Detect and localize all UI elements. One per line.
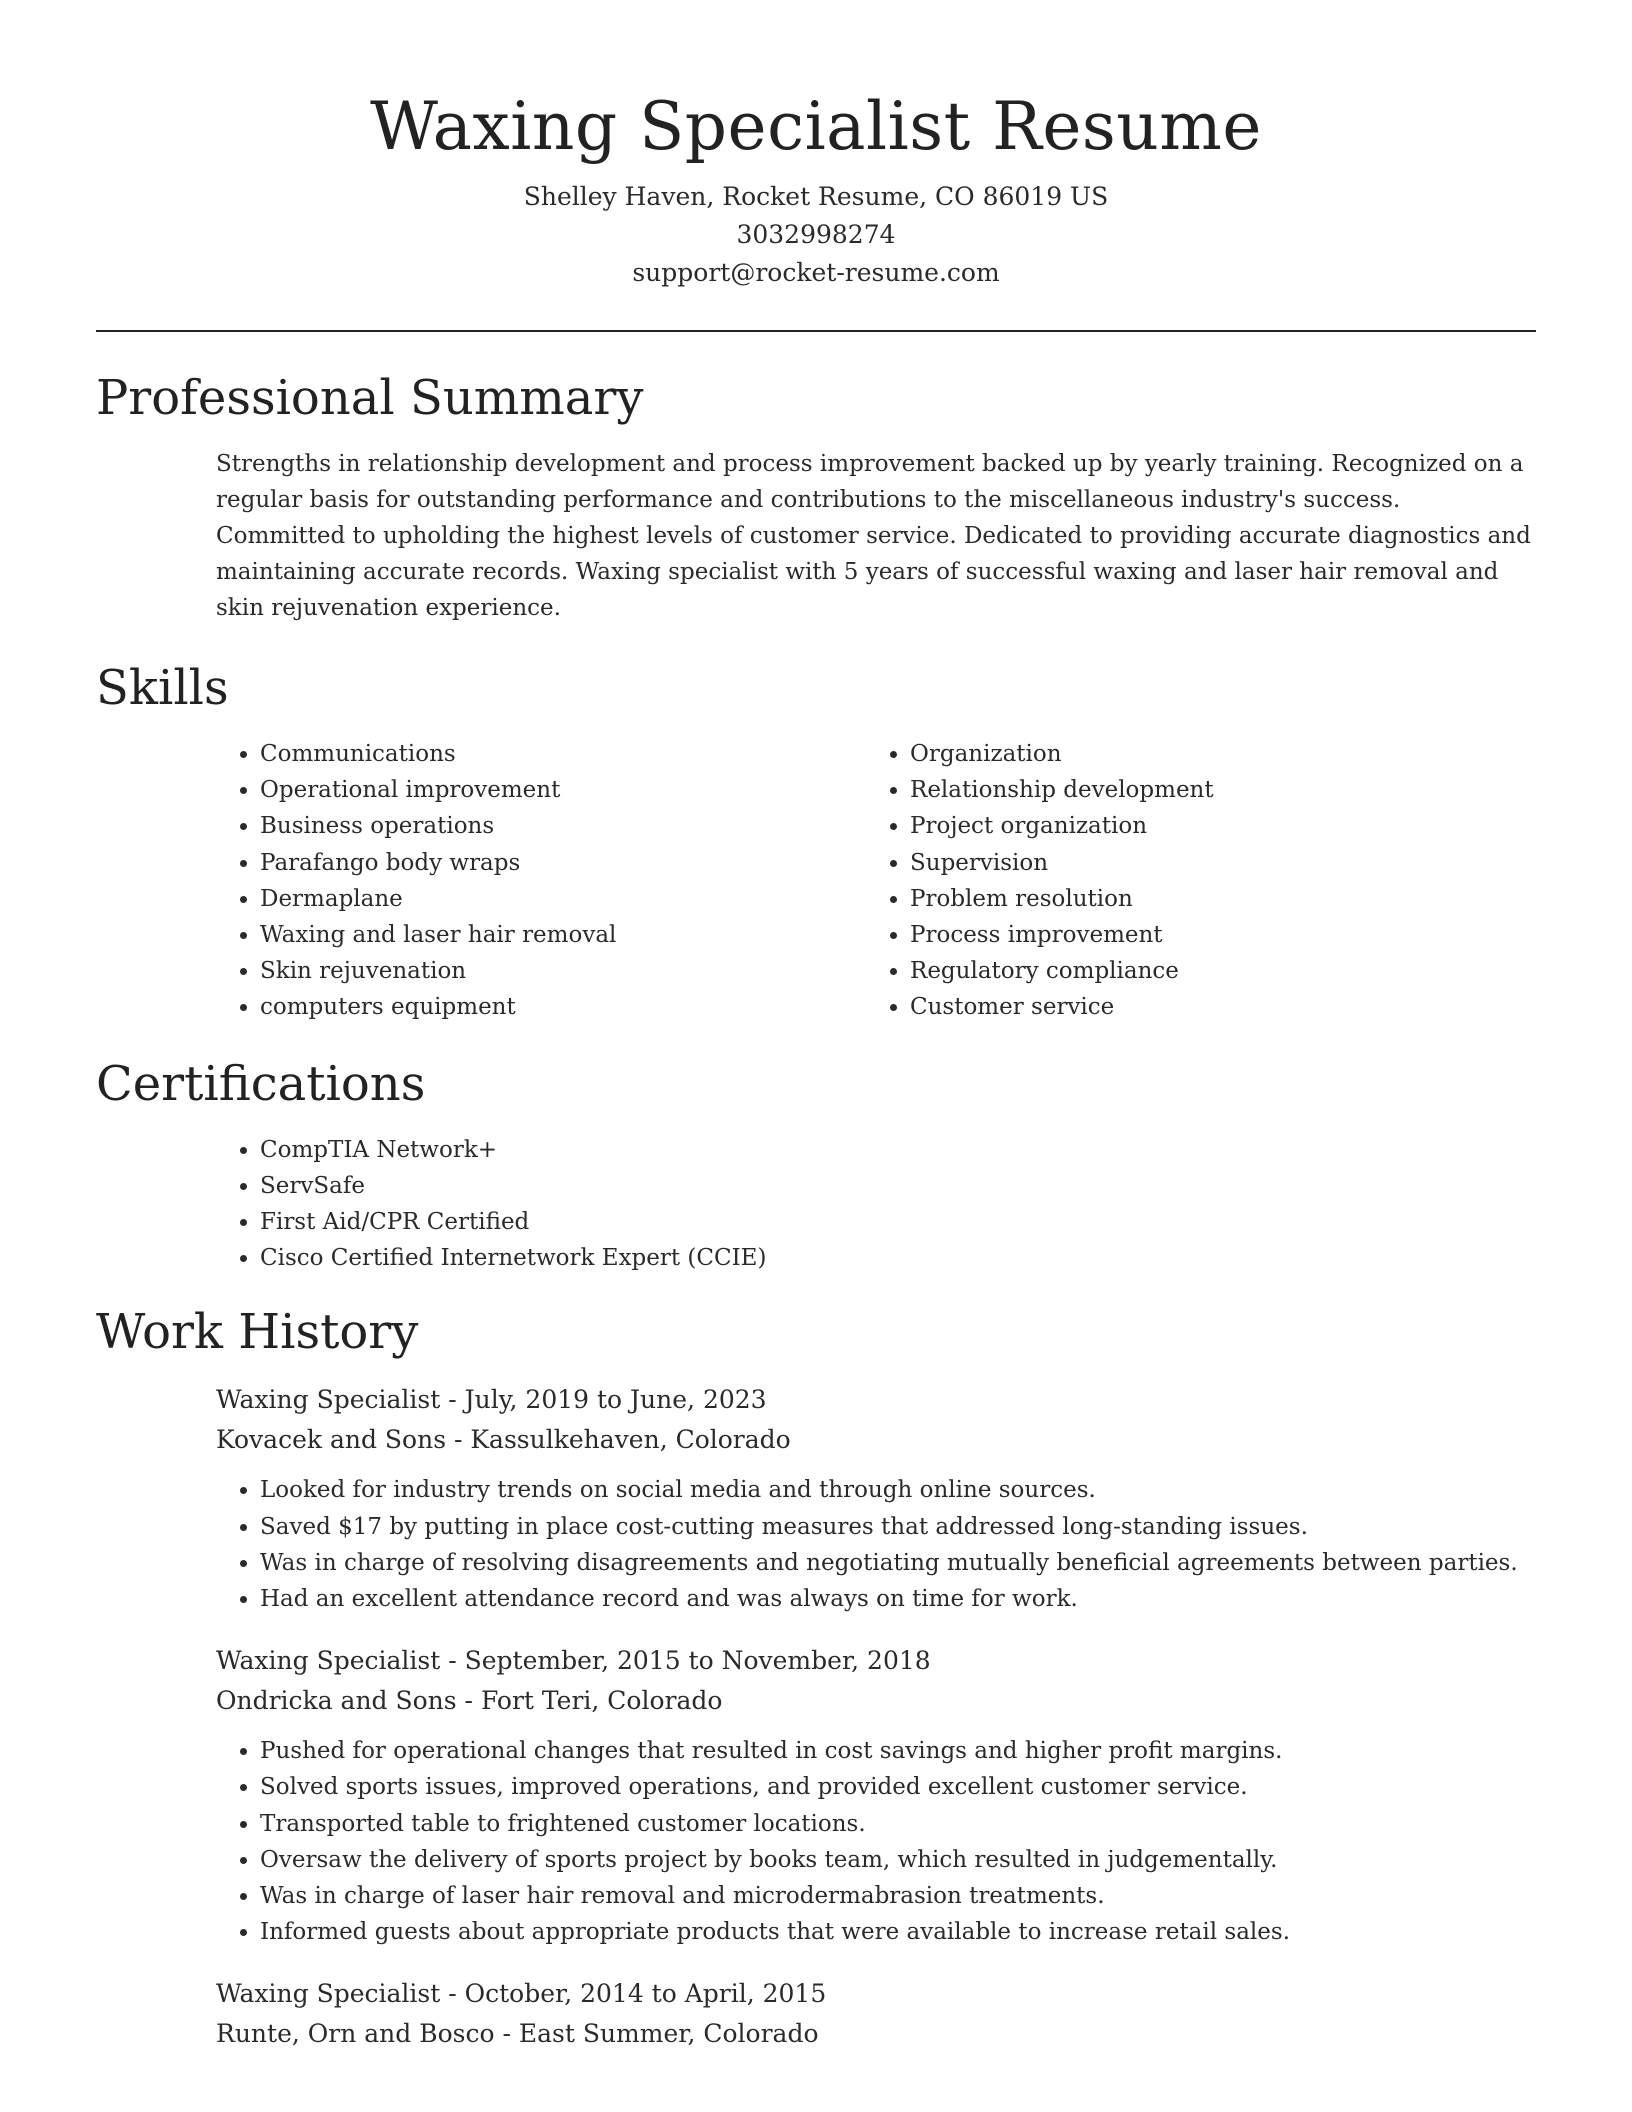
contact-phone: 3032998274 bbox=[736, 220, 896, 249]
skill-item: • Dermaplane bbox=[260, 881, 746, 917]
skills-column-right bbox=[746, 736, 1214, 1026]
job-duty-item: • Saved $17 by putting in place cost-cutting measures that addressed long-standing issues. bbox=[260, 1509, 1536, 1545]
work-history-section bbox=[96, 1302, 1536, 2054]
skill-item: • computers equipment bbox=[260, 989, 746, 1025]
work-history-heading: Work History bbox=[96, 1304, 419, 1361]
job-company-location: Ondricka and Sons - Fort Teri, Colorado bbox=[216, 1686, 723, 1716]
skills-column-left bbox=[96, 736, 746, 1026]
certification-item: • ServSafe bbox=[260, 1168, 1536, 1204]
job-role-dates: Waxing Specialist - July, 2019 to June, 2023 bbox=[216, 1385, 767, 1415]
job-role-dates: Waxing Specialist - September, 2015 to November, 2018 bbox=[216, 1646, 931, 1676]
skill-item: • Skin rejuvenation bbox=[260, 953, 746, 989]
skill-item: • Supervision bbox=[910, 845, 1214, 881]
summary-text: Strengths in relationship development and process improvement backed up by yearly training. Recognized on a regular basis for outstanding performance and contributions to the miscellaneous industry's success. Committed to upholding the highest levels of customer service. Dedicated to providing accurate diagnostics and maintaining accurate records. Waxing specialist with 5 years of successful waxing and laser hair removal and skin rejuvenation experience. bbox=[216, 451, 1531, 621]
skill-item: • Parafango body wraps bbox=[260, 845, 746, 881]
skill-item: • Relationship development bbox=[910, 772, 1214, 808]
skill-item: • Operational improvement bbox=[260, 772, 746, 808]
job-duties-list bbox=[216, 1733, 1536, 1950]
skills-heading: Skills bbox=[96, 660, 229, 716]
job-duty-item: • Looked for industry trends on social media and through online sources. bbox=[260, 1472, 1536, 1508]
resume-page bbox=[96, 0, 1536, 2054]
header-divider bbox=[96, 330, 1536, 332]
skills-grid bbox=[96, 736, 1536, 1026]
certification-item: • Cisco Certified Internetwork Expert (CCIE) bbox=[260, 1240, 1536, 1276]
job-entry bbox=[216, 1641, 1536, 1950]
job-duty-item: • Was in charge of resolving disagreements and negotiating mutually beneficial agreements between parties. bbox=[260, 1545, 1536, 1581]
certifications-section bbox=[96, 1054, 1536, 1277]
job-duty-item: • Informed guests about appropriate products that were available to increase retail sales. bbox=[260, 1914, 1536, 1950]
summary-heading: Professional Summary bbox=[96, 370, 644, 426]
job-entry bbox=[216, 1380, 1536, 1617]
skill-item: • Problem resolution bbox=[910, 881, 1214, 917]
job-duty-item: • Was in charge of laser hair removal and microdermabrasion treatments. bbox=[260, 1878, 1536, 1914]
resume-title: Waxing Specialist Resume bbox=[370, 88, 1262, 165]
job-duty-item: • Oversaw the delivery of sports project by books team, which resulted in judgementally. bbox=[260, 1842, 1536, 1878]
certifications-heading: Certifications bbox=[96, 1055, 426, 1112]
summary-section bbox=[96, 368, 1536, 626]
certifications-list bbox=[96, 1132, 1536, 1277]
skill-item: • Project organization bbox=[910, 808, 1214, 844]
job-duty-item: • Solved sports issues, improved operations, and provided excellent customer service. bbox=[260, 1769, 1536, 1805]
skill-item: • Organization bbox=[910, 736, 1214, 772]
contact-email: support@rocket-resume.com bbox=[632, 258, 1000, 287]
job-role-dates: Waxing Specialist - October, 2014 to April, 2015 bbox=[216, 1979, 827, 2009]
job-duty-item: • Transported table to frightened customer locations. bbox=[260, 1806, 1536, 1842]
skill-item: • Process improvement bbox=[910, 917, 1214, 953]
contact-block bbox=[96, 178, 1536, 292]
skill-item: • Regulatory compliance bbox=[910, 953, 1214, 989]
certification-item: • CompTIA Network+ bbox=[260, 1132, 1536, 1168]
skill-item: • Business operations bbox=[260, 808, 746, 844]
contact-address: Shelley Haven, Rocket Resume, CO 86019 US bbox=[523, 182, 1109, 211]
skill-item: • Communications bbox=[260, 736, 746, 772]
skill-item: • Waxing and laser hair removal bbox=[260, 917, 746, 953]
job-company-location: Kovacek and Sons - Kassulkehaven, Colorado bbox=[216, 1425, 791, 1455]
skill-item: • Customer service bbox=[910, 989, 1214, 1025]
certification-item: • First Aid/CPR Certified bbox=[260, 1204, 1536, 1240]
job-entry bbox=[216, 1974, 1536, 2054]
skills-section bbox=[96, 658, 1536, 1026]
job-duty-item: • Pushed for operational changes that resulted in cost savings and higher profit margins. bbox=[260, 1733, 1536, 1769]
job-duties-list bbox=[216, 1472, 1536, 1617]
job-company-location: Runte, Orn and Bosco - East Summer, Colorado bbox=[216, 2019, 819, 2049]
job-duty-item: • Had an excellent attendance record and was always on time for work. bbox=[260, 1581, 1536, 1617]
